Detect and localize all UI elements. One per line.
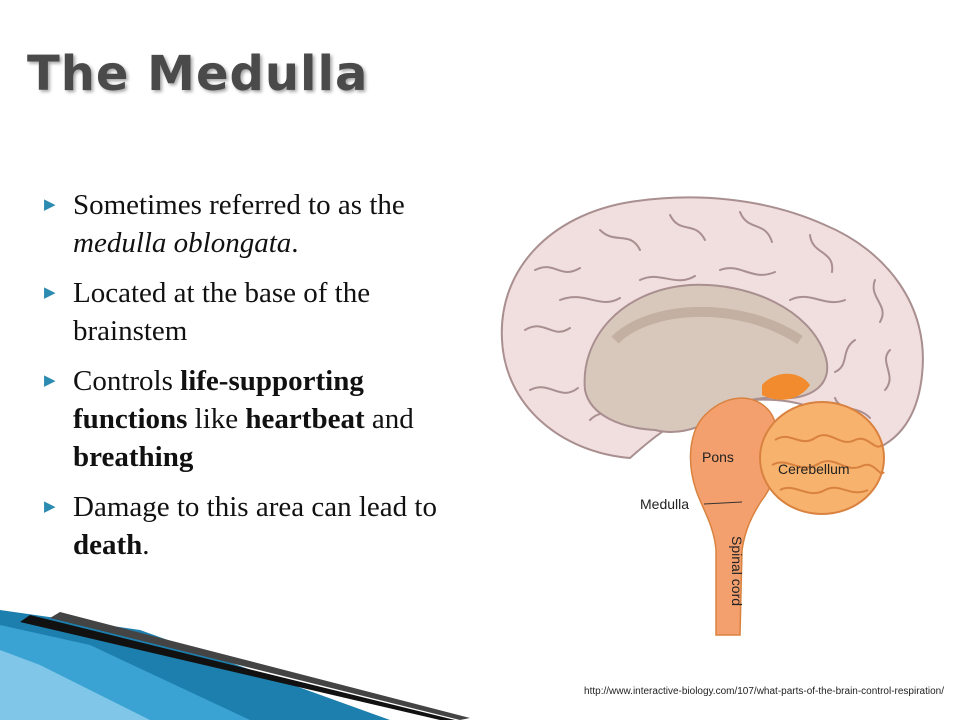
bullet-arrow-icon: ▶ — [44, 197, 56, 213]
spinal-cord-label: Spinal cord — [729, 536, 745, 607]
bullet-item — [44, 274, 464, 350]
bullet-text: Sometimes referred to as the medulla oblongata. — [73, 189, 405, 259]
bullet-arrow-icon: ▶ — [44, 285, 56, 301]
bullet-item — [44, 488, 464, 564]
pons-label: Pons — [702, 449, 734, 465]
cerebellum-shape — [760, 402, 884, 514]
bullet-item — [44, 186, 464, 262]
cerebellum-label: Cerebellum — [778, 461, 850, 477]
bullet-arrow-icon: ▶ — [44, 499, 56, 515]
bullet-arrow-icon: ▶ — [44, 373, 56, 389]
bullet-text: Controls life-supporting functions like heartbeat and breathing — [73, 365, 414, 473]
decorative-ribbon — [0, 590, 960, 720]
medulla-label: Medulla — [640, 496, 690, 512]
bullet-list — [44, 186, 464, 576]
source-url: http://www.interactive-biology.com/107/what-parts-of-the-brain-control-respiration/ — [584, 686, 944, 697]
bullet-text: Located at the base of the brainstem — [73, 277, 371, 347]
slide-title: The Medulla — [27, 46, 369, 102]
brain-diagram — [490, 190, 930, 640]
bullet-text: Damage to this area can lead to death. — [73, 491, 437, 561]
bullet-item — [44, 362, 464, 476]
